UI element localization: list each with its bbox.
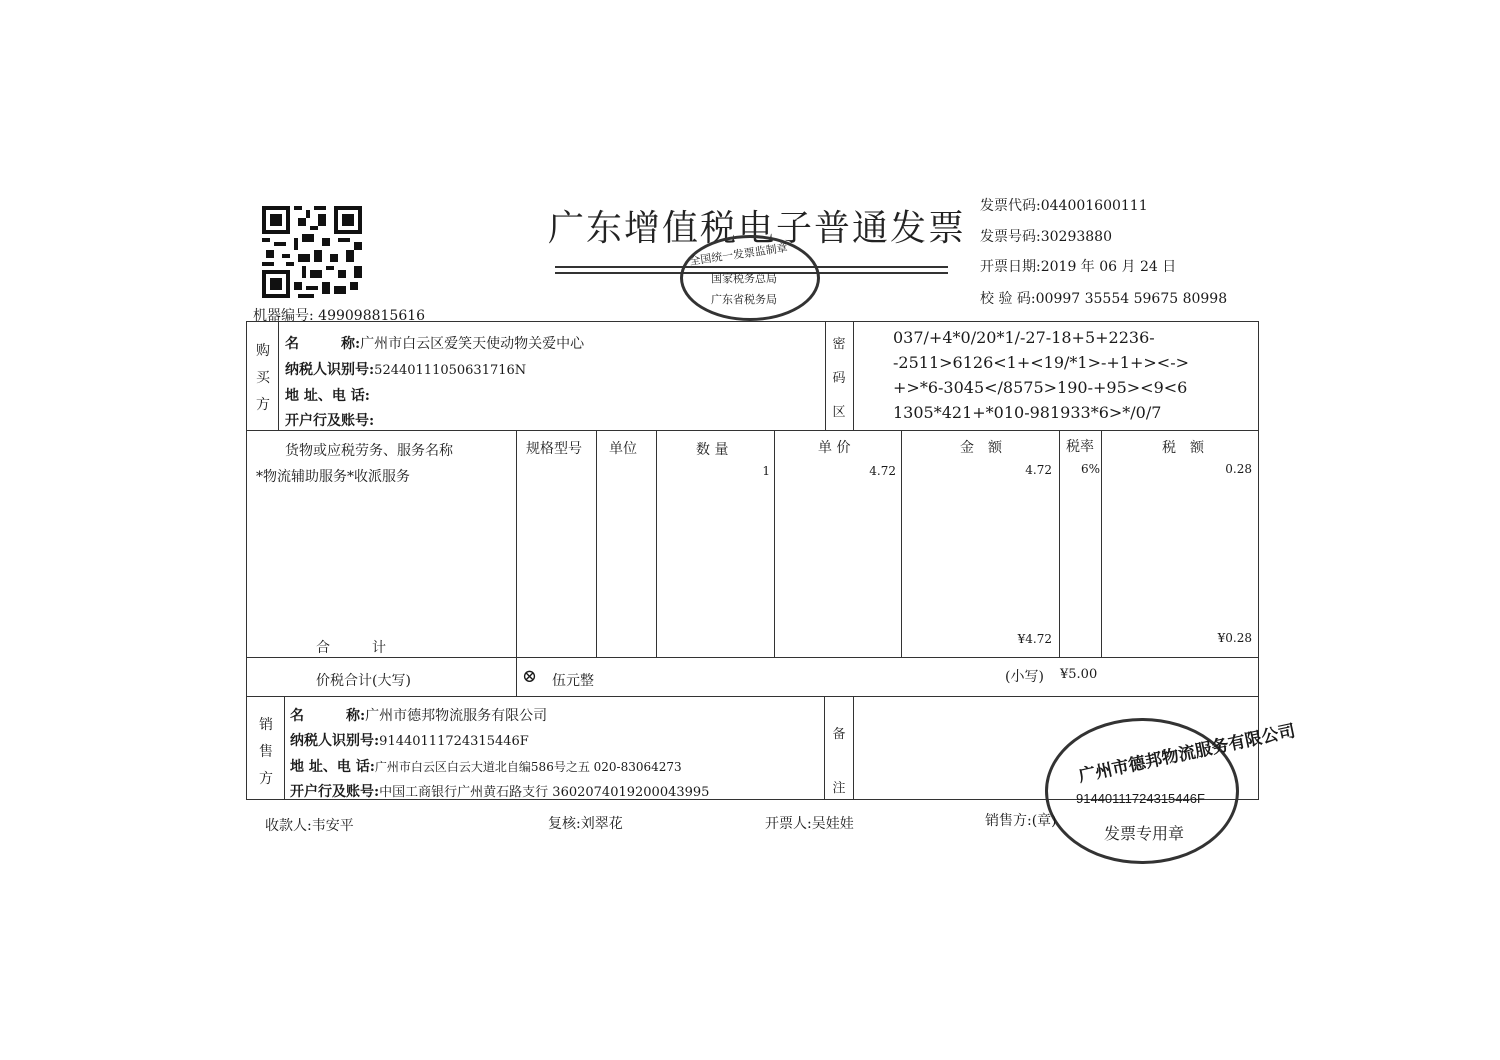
remarks-label-divider: [853, 696, 854, 799]
buyer-name-row: [285, 333, 584, 353]
seller-name: 广州市德邦物流服务有限公司: [365, 708, 548, 724]
check-code-value: 00997 35554 59675 80998: [1035, 291, 1228, 307]
header-qty: 数 量: [696, 442, 729, 458]
total-label: 合 计: [316, 640, 386, 656]
seller-tax-label: 纳税人识别号:: [290, 733, 380, 749]
company-seal-tax-id: 91440111724315446F: [1076, 791, 1205, 806]
buyer-label-divider: [278, 322, 279, 430]
issue-date-label: 开票日期:: [980, 259, 1041, 275]
row-divider-total: [247, 696, 1258, 697]
item-qty: 1: [762, 464, 770, 478]
circle-x-icon: ⊗: [522, 666, 538, 687]
supervision-stamp-line1: 全国统一发票监制章: [688, 241, 789, 268]
check-code-label: 校 验 码:: [980, 291, 1036, 307]
cipher-line-4: 1305*421+*010-981933*6>*/0/7: [893, 403, 1162, 422]
col-divider-3: [656, 430, 657, 657]
machine-value: 499098815616: [318, 308, 426, 324]
col-divider-5: [901, 430, 902, 657]
grand-total-small-value: ¥5.00: [1060, 667, 1098, 682]
seller-name-row: [290, 705, 547, 725]
header-item-name: 货物或应税劳务、服务名称: [285, 443, 453, 459]
buyer-name-label: 名 称:: [285, 336, 361, 352]
issue-date: [980, 256, 1176, 276]
seller-address-label: 地 址、电 话:: [290, 759, 375, 775]
machine-label: 机器编号:: [253, 308, 314, 324]
grand-total-words: 伍元整: [552, 673, 594, 689]
item-price: 4.72: [869, 464, 896, 478]
remarks-label: 备注: [832, 727, 846, 796]
item-amount: 4.72: [1025, 463, 1052, 477]
invoice-number: [980, 226, 1112, 246]
supervision-stamp-line2: 国家税务总局: [711, 272, 777, 285]
seller-bank-label: 开户行及账号:: [290, 784, 380, 800]
company-seal-bottom: 发票专用章: [1104, 824, 1185, 843]
invoice-code-label: 发票代码:: [980, 198, 1041, 214]
seller-address-row: [290, 756, 682, 776]
header-amount: 金 额: [960, 440, 1002, 456]
supervision-stamp: [680, 235, 820, 321]
item-tax: 0.28: [1225, 462, 1252, 476]
buyer-name: 广州市白云区爱笑天使动物关爱中心: [360, 336, 585, 352]
buyer-cipher-divider: [825, 322, 826, 430]
cipher-line-1: 037/+4*0/20*1/-27-18+5+2236-: [893, 328, 1155, 347]
header-price: 单 价: [818, 440, 851, 456]
invoice-no-value: 30293880: [1040, 229, 1112, 245]
item-name: *物流辅助服务*收派服务: [256, 469, 410, 485]
buyer-address-row: [285, 385, 370, 405]
seller-tax-row: [290, 730, 529, 750]
cipher-line-2: -2511>6126<1+<19/*1>-+1+><->: [893, 353, 1190, 372]
col-divider-7: [1101, 430, 1102, 657]
reviewer: 复核:刘翠花: [548, 816, 623, 832]
col-divider-4: [774, 430, 775, 657]
issue-date-value: 2019 年 06 月 24 日: [1040, 259, 1177, 275]
company-seal: [1045, 718, 1298, 864]
col-divider-6: [1059, 430, 1060, 657]
header-spec: 规格型号: [526, 441, 582, 457]
invoice-title: 广东增值税电子普通发票: [548, 208, 967, 249]
buyer-tax-row: [285, 359, 526, 379]
drawer: 开票人:吴娃娃: [765, 816, 854, 832]
cipher-label-divider: [853, 322, 854, 430]
qr-code: [262, 206, 362, 298]
seller-bank-row: [290, 781, 709, 801]
seller-name-label: 名 称:: [290, 708, 366, 724]
payee: 收款人:韦安平: [265, 818, 354, 834]
seller-tax-id: 91440111724315446F: [379, 734, 529, 749]
cipher-section-label: 密码区: [832, 337, 846, 420]
cipher-line-3: +>*6-3045</8575>190-+95><9<6: [893, 378, 1188, 397]
seller-sign: 销售方:(章): [985, 813, 1057, 829]
seller-address: 广州市白云区白云大道北自编586号之五 020-83064273: [374, 760, 682, 774]
buyer-bank-row: [285, 410, 374, 430]
col-divider-2: [596, 430, 597, 657]
supervision-stamp-line3: 广东省税务局: [711, 293, 777, 306]
total-tax: ¥0.28: [1217, 631, 1252, 645]
invoice-no-label: 发票号码:: [980, 229, 1041, 245]
buyer-tax-id: 52440111050631716N: [374, 363, 527, 378]
header-rate: 税率: [1066, 439, 1094, 455]
seller-bank: 中国工商银行广州黄石路支行 3602074019200043995: [379, 785, 710, 800]
invoice-code-value: 044001600111: [1040, 198, 1148, 214]
col-divider-1: [516, 430, 517, 696]
buyer-address-label: 地 址、电 话:: [285, 388, 370, 404]
company-seal-ring-text: 广州市德邦物流服务有限公司: [1076, 721, 1298, 787]
header-tax: 税 额: [1162, 440, 1204, 456]
item-rate: 6%: [1080, 462, 1100, 476]
seller-section-label: 销售方: [259, 717, 273, 787]
invoice-code: [980, 195, 1148, 215]
buyer-bank-label: 开户行及账号:: [285, 413, 375, 429]
seller-label-divider: [284, 696, 285, 799]
check-code: [980, 288, 1227, 308]
total-amount: ¥4.72: [1017, 632, 1052, 646]
header-unit: 单位: [609, 441, 637, 457]
grand-total-small-label: (小写): [1005, 669, 1044, 685]
grand-total-label: 价税合计(大写): [316, 673, 411, 689]
buyer-tax-label: 纳税人识别号:: [285, 362, 375, 378]
row-divider-items: [247, 657, 1258, 658]
seller-remarks-divider: [824, 696, 825, 799]
buyer-section-label: 购买方: [256, 343, 270, 413]
row-divider-buyer: [247, 430, 1258, 431]
